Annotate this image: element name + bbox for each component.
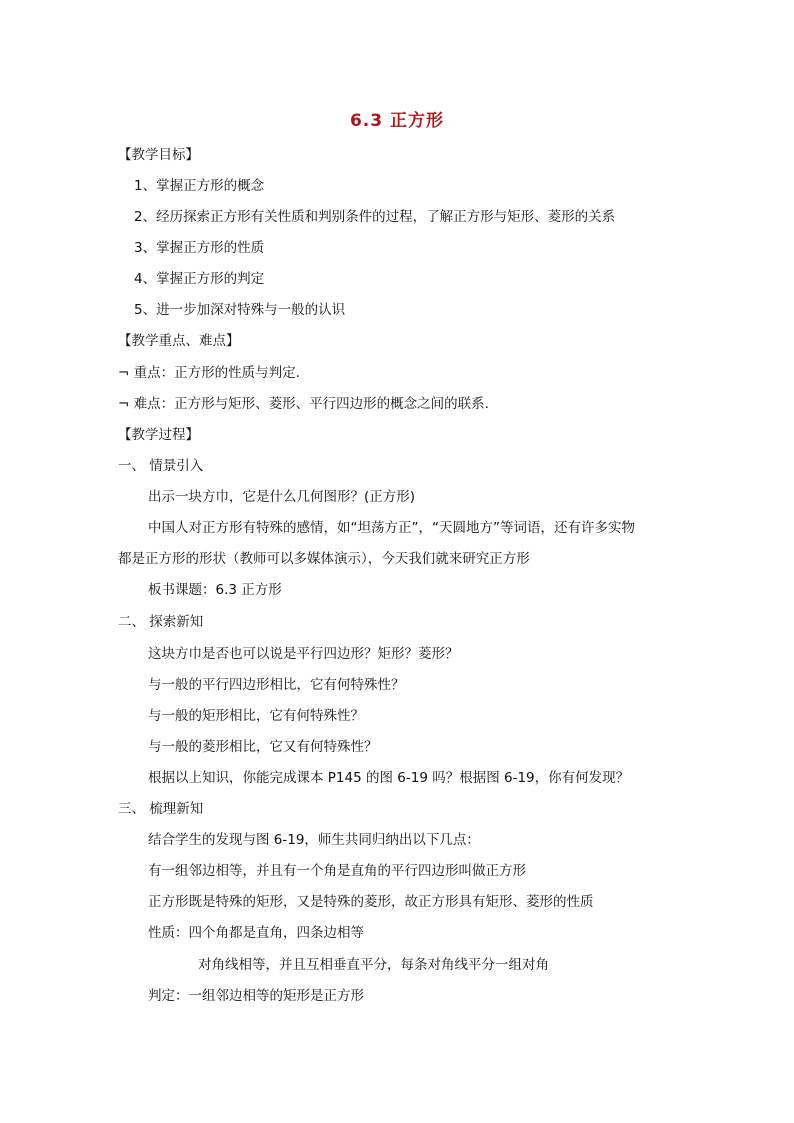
paragraph-line: 对角线相等，并且互相垂直平分，每条对角线平分一组对角	[198, 957, 549, 973]
key-point: ¬ 重点：正方形的性质与判定.	[118, 365, 300, 381]
paragraph-line: 都是正方形的形状（教师可以多媒体演示），今天我们就来研究正方形	[118, 551, 530, 567]
process-heading: 【教学过程】	[118, 427, 199, 443]
paragraph-line: 根据以上知识，你能完成课本 P145 的图 6-19 吗？根据图 6-19，你有何发现？	[148, 770, 630, 786]
paragraph-line: 有一组邻边相等，并且有一个角是直角的平行四边形叫做正方形	[148, 863, 526, 879]
goal-item: 3、掌握正方形的性质	[134, 240, 265, 256]
paragraph-line: 与一般的平行四边形相比，它有何特殊性？	[148, 677, 405, 693]
paragraph-line: 正方形既是特殊的矩形，又是特殊的菱形，故正方形具有矩形、菱形的性质	[148, 894, 594, 910]
paragraph-line: 与一般的矩形相比，它有何特殊性？	[148, 708, 364, 724]
page-title: 6.3 正方形	[349, 111, 445, 131]
goal-item: 2、经历探索正方形有关性质和判别条件的过程，了解正方形与矩形、菱形的关系	[134, 209, 616, 225]
part3-heading: 三、 梳理新知	[118, 801, 204, 817]
key-heading: 【教学重点、难点】	[118, 333, 240, 349]
paragraph-line: 判定：一组邻边相等的矩形是正方形	[148, 988, 364, 1004]
paragraph-line: 这块方巾是否也可以说是平行四边形？矩形？菱形？	[148, 646, 459, 662]
goals-heading: 【教学目标】	[118, 147, 199, 163]
paragraph-line: 与一般的菱形相比，它又有何特殊性？	[148, 739, 378, 755]
paragraph-line: 结合学生的发现与图 6-19，师生共同归纳出以下几点：	[148, 832, 480, 848]
part1-heading: 一、 情景引入	[118, 458, 204, 474]
goal-item: 4、掌握正方形的判定	[134, 271, 265, 287]
goal-item: 1、掌握正方形的概念	[134, 178, 265, 194]
goal-item: 5、进一步加深对特殊与一般的认识	[134, 302, 346, 318]
paragraph-line: 板书课题：6.3 正方形	[148, 582, 282, 598]
part2-heading: 二、 探索新知	[118, 614, 204, 630]
paragraph-line: 性质：四个角都是直角，四条边相等	[148, 925, 364, 941]
paragraph-line: 出示一块方巾，它是什么几何图形？(正方形)	[148, 489, 416, 505]
difficult-point: ¬ 难点：正方形与矩形、菱形、平行四边形的概念之间的联系.	[118, 396, 489, 412]
paragraph-line: 中国人对正方形有特殊的感情，如“坦荡方正”，“天圆地方”等词语，还有许多实物	[148, 520, 635, 536]
